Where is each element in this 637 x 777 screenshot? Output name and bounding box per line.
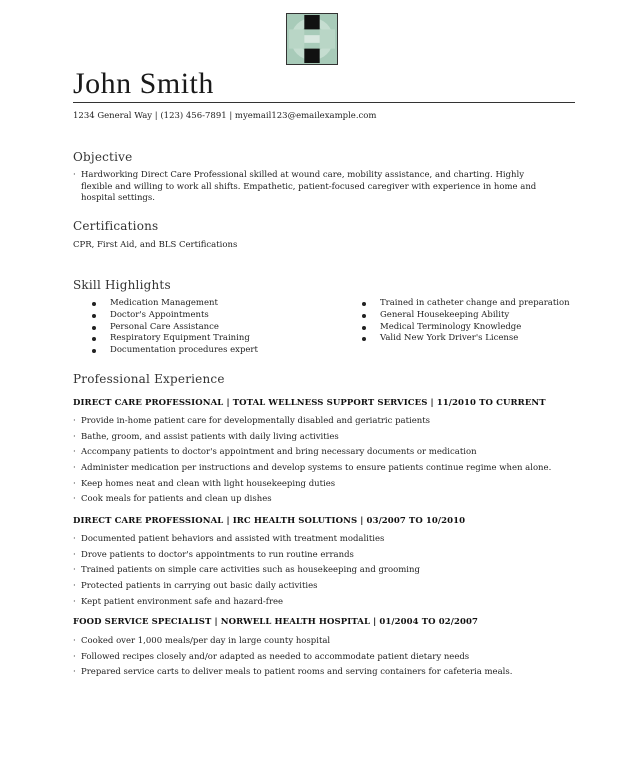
experience-title: Professional Experience — [73, 372, 225, 386]
applicant-name: John Smith — [73, 67, 214, 100]
duty-item: · Cook meals for patients and clean up dishes — [73, 493, 551, 509]
duty-item: · Cooked over 1,000 meals/per day in large county hospital — [73, 635, 512, 651]
contact-line: 1234 General Way | (123) 456-7891 | myemail123@emailexample.com — [73, 111, 377, 121]
duty-item: · Trained patients on simple care activities such as housekeeping and grooming — [73, 564, 420, 580]
duty-item: · Accompany patients to doctor's appointment and bring necessary documents or medication — [73, 446, 551, 462]
logo-graphic — [287, 14, 337, 64]
job-duties — [73, 415, 551, 509]
job-heading: FOOD SERVICE SPECIALIST | NORWELL HEALTH HOSPITAL | 01/2004 TO 02/2007 — [73, 617, 479, 627]
duty-item: · Documented patient behaviors and assisted with treatment modalities — [73, 533, 420, 549]
job-heading: DIRECT CARE PROFESSIONAL | IRC HEALTH SOLUTIONS | 03/2007 TO 10/2010 — [73, 516, 466, 526]
skill-item: Personal Care Assistance — [90, 322, 258, 334]
objective-text — [73, 170, 553, 205]
skill-item: Documentation procedures expert — [90, 345, 258, 357]
skill-item: Medication Management — [90, 298, 258, 310]
skill-item: Trained in catheter change and preparation — [360, 298, 570, 310]
objective-title: Objective — [73, 150, 133, 164]
skill-item: Respiratory Equipment Training — [90, 333, 258, 345]
skill-item: Doctor's Appointments — [90, 310, 258, 322]
duty-item: · Protected patients in carrying out basic daily activities — [73, 580, 420, 596]
skill-item: General Housekeeping Ability — [360, 310, 570, 322]
skills-list-right — [360, 298, 570, 345]
job-heading: DIRECT CARE PROFESSIONAL | TOTAL WELLNESS SUPPORT SERVICES | 11/2010 TO CURRENT — [73, 398, 546, 408]
duty-item: · Kept patient environment safe and hazard-free — [73, 596, 420, 612]
certifications-text: CPR, First Aid, and BLS Certifications — [73, 240, 238, 250]
duty-item: · Followed recipes closely and/or adapted as needed to accommodate patient dietary needs — [73, 651, 512, 667]
logo-h-icon — [286, 13, 338, 65]
duty-item: · Provide in-home patient care for developmentally disabled and geriatric patients — [73, 415, 551, 431]
duty-item: · Bathe, groom, and assist patients with daily living activities — [73, 431, 551, 447]
header-divider — [73, 102, 575, 103]
skills-list-left — [90, 298, 258, 357]
job-duties — [73, 635, 512, 682]
duty-item: · Prepared service carts to deliver meals to patient rooms and serving containers for cafeteria meals. — [73, 666, 512, 682]
duty-item: · Administer medication per instructions and develop systems to ensure patients continue regime when alone. — [73, 462, 551, 478]
objective-body: Hardworking Direct Care Professional skilled at wound care, mobility assistance, and charting. Highly flexible and willing to work all shifts. Empathetic, patient-focused caregiver with experience in home and hospital settings. — [81, 170, 537, 203]
certifications-title: Certifications — [73, 219, 159, 233]
duty-item: · Keep homes neat and clean with light housekeeping duties — [73, 478, 551, 494]
job-duties — [73, 533, 420, 611]
skills-title: Skill Highlights — [73, 278, 171, 292]
skill-item: Medical Terminology Knowledge — [360, 322, 570, 334]
objective-bullet: · — [73, 170, 76, 180]
skill-item: Valid New York Driver's License — [360, 333, 570, 345]
duty-item: · Drove patients to doctor's appointments to run routine errands — [73, 549, 420, 565]
